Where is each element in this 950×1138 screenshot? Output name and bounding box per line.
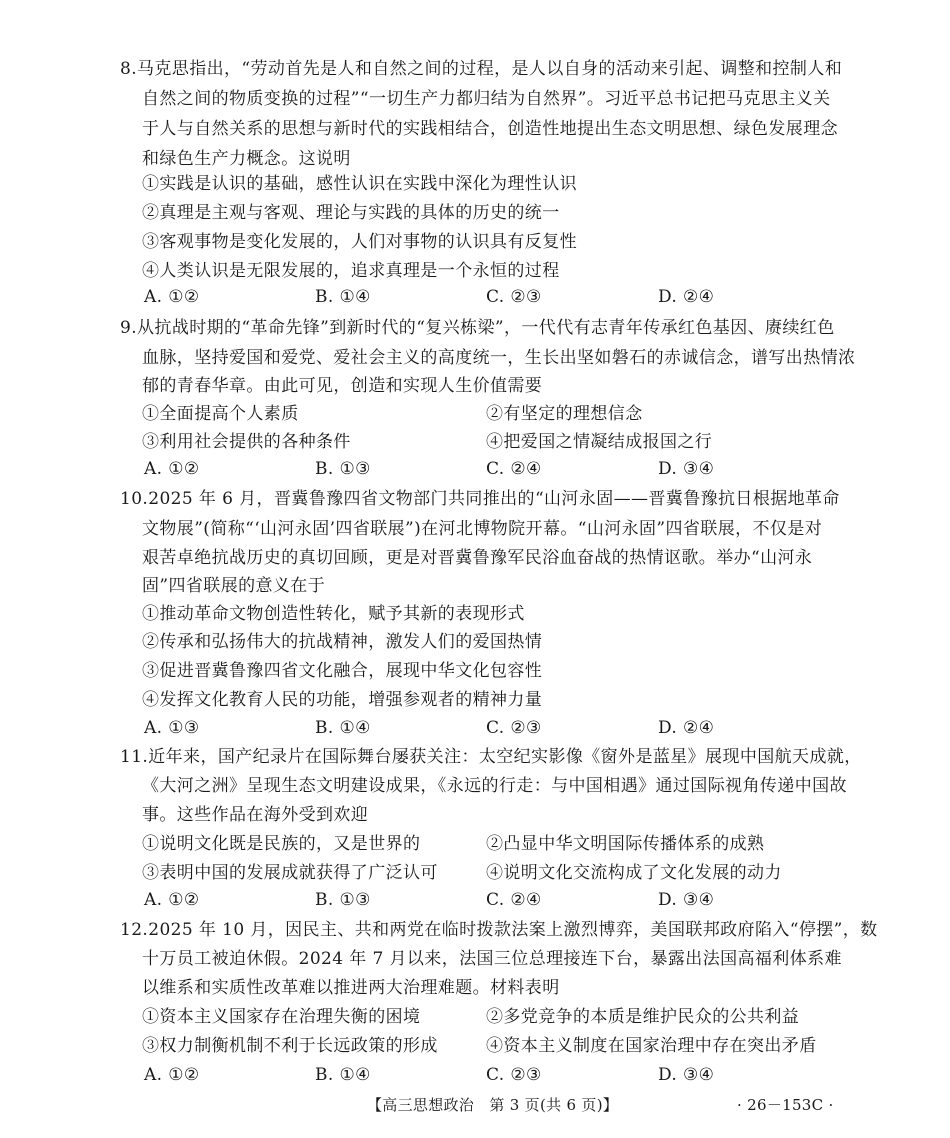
- question-number: 12.: [120, 920, 149, 940]
- question-11-item-2: ②凸显中华文明国际传播体系的成熟: [486, 834, 765, 854]
- question-8-item-2: ②真理是主观与客观、理论与实践的具体的历史的统一: [142, 203, 560, 223]
- question-10-stem-line-2: 文物展”(简称“‘山河永固’四省联展”)在河北博物院开幕。“山河永固”四省联展，不仅是对: [142, 519, 823, 539]
- question-8-stem-line-3: 于人与自然关系的思想与新时代的实践相结合，创造性地提出生态文明思想、绿色发展理念: [142, 119, 838, 139]
- question-12-choice-b[interactable]: B. ①④: [315, 1065, 371, 1085]
- question-10-stem-line-1: 10.2025 年 6 月，晋冀鲁豫四省文物部门共同推出的“山河永固——晋冀鲁豫抗日根据地革命: [120, 486, 840, 512]
- question-8-stem-line-1: 8.马克思指出，“劳动首先是人和自然之间的过程，是人以自身的活动来引起、调整和控制人和: [120, 56, 842, 82]
- question-8-item-3: ③客观事物是变化发展的，人们对事物的认识具有反复性: [142, 232, 577, 252]
- question-11-stem-line-1: 11.近年来，国产纪录片在国际舞台屡获关注：太空纪实影像《窗外是蓝星》展现中国航天成就，: [120, 744, 862, 770]
- question-12-item-2: ②多党竞争的本质是维护民众的公共利益: [486, 1007, 800, 1027]
- question-12-item-3: ③权力制衡机制不利于长远政策的形成: [142, 1036, 438, 1056]
- question-10-item-3: ③促进晋冀鲁豫四省文化融合，展现中华文化包容性: [142, 661, 543, 681]
- question-8-choice-b[interactable]: B. ①④: [315, 287, 371, 307]
- question-8-choice-c[interactable]: C. ②③: [486, 287, 542, 307]
- question-number: 11.: [120, 747, 149, 767]
- question-10-item-4: ④发挥文化教育人民的功能，增强参观者的精神力量: [142, 690, 543, 710]
- question-10-choice-a[interactable]: A. ①③: [144, 718, 200, 738]
- question-11-choice-b[interactable]: B. ①③: [315, 890, 371, 910]
- question-9-choice-b[interactable]: B. ①③: [315, 459, 371, 479]
- question-10-choice-b[interactable]: B. ①④: [315, 718, 371, 738]
- question-9-stem-line-1: 9.从抗战时期的“革命先锋”到新时代的“复兴栋梁”，一代代有志青年传承红色基因、赓续红色: [120, 315, 835, 341]
- question-12-stem-line-1: 12.2025 年 10 月，因民主、共和两党在临时拨款法案上激烈博弈，美国联邦政府陷入“停摆”，数: [120, 917, 878, 943]
- question-8-choice-d[interactable]: D. ②④: [658, 287, 715, 307]
- question-11-item-3: ③表明中国的发展成就获得了广泛认可: [142, 863, 438, 883]
- question-9-stem-line-3: 郁的青春华章。由此可见，创造和实现人生价值需要: [142, 376, 543, 396]
- page-info: 【高三思想政治 第 3 页(共 6 页)】: [367, 1096, 619, 1114]
- question-9-choice-a[interactable]: A. ①②: [144, 459, 200, 479]
- question-9-item-4: ④把爱国之情凝结成报国之行: [486, 432, 713, 452]
- question-10-stem-line-3: 艰苦卓绝抗战历史的真切回顾，更是对晋冀鲁豫军民浴血奋战的热情讴歌。举办“山河永: [142, 548, 813, 568]
- question-8-stem-line-2: 自然之间的物质变换的过程”“一切生产力都归结为自然界”。习近平总书记把马克思主义关: [142, 89, 831, 109]
- question-12-choice-d[interactable]: D. ③④: [658, 1065, 715, 1085]
- question-11-item-4: ④说明文化交流构成了文化发展的动力: [486, 863, 782, 883]
- question-12-item-1: ①资本主义国家存在治理失衡的困境: [142, 1007, 421, 1027]
- question-10-item-1: ①推动革命文物创造性转化，赋予其新的表现形式: [142, 604, 525, 624]
- page-footer: [0, 1092, 950, 1118]
- question-11-stem-line-3: 事。这些作品在海外受到欢迎: [142, 805, 369, 825]
- question-12-choice-c[interactable]: C. ②③: [486, 1065, 542, 1085]
- question-9-choice-c[interactable]: C. ②④: [486, 459, 542, 479]
- question-8-choice-a[interactable]: A. ①②: [144, 287, 200, 307]
- question-12-stem-line-3: 以维系和实质性改革难以推进两大治理难题。材料表明: [142, 978, 560, 998]
- question-9-stem-line-2: 血脉，坚持爱国和爱党、爱社会主义的高度统一，生长出坚如磐石的赤诚信念，谱写出热情浓: [142, 348, 856, 368]
- question-9-item-1: ①全面提高个人素质: [142, 404, 299, 424]
- exam-code: · 26－153C ·: [737, 1096, 834, 1114]
- question-9-choice-d[interactable]: D. ③④: [658, 459, 715, 479]
- question-8-item-1: ①实践是认识的基础，感性认识在实践中深化为理性认识: [142, 174, 577, 194]
- question-11-choice-a[interactable]: A. ①②: [144, 890, 200, 910]
- question-8-item-4: ④人类认识是无限发展的，追求真理是一个永恒的过程: [142, 261, 560, 281]
- question-9-item-2: ②有坚定的理想信念: [486, 404, 643, 424]
- question-12-item-4: ④资本主义制度在国家治理中存在突出矛盾: [486, 1036, 817, 1056]
- question-11-choice-d[interactable]: D. ③④: [658, 890, 715, 910]
- question-number: 8.: [120, 59, 138, 79]
- question-11-stem-line-2: 《大河之洲》呈现生态文明建设成果，《永远的行走：与中国相遇》通过国际视角传递中国故: [142, 776, 847, 796]
- question-11-item-1: ①说明文化既是民族的，又是世界的: [142, 834, 421, 854]
- question-12-choice-a[interactable]: A. ①②: [144, 1065, 200, 1085]
- question-number: 10.: [120, 489, 149, 509]
- question-12-stem-line-2: 十万员工被迫休假。2024 年 7 月以来，法国三位总理接连下台，暴露出法国高福利体系难: [142, 949, 842, 969]
- question-11-choice-c[interactable]: C. ②④: [486, 890, 542, 910]
- question-10-item-2: ②传承和弘扬伟大的抗战精神，激发人们的爱国热情: [142, 632, 543, 652]
- question-9-item-3: ③利用社会提供的各种条件: [142, 432, 351, 452]
- question-number: 9.: [120, 318, 138, 338]
- question-10-choice-d[interactable]: D. ②④: [658, 718, 715, 738]
- question-10-choice-c[interactable]: C. ②③: [486, 718, 542, 738]
- question-8-stem-line-4: 和绿色生产力概念。这说明: [142, 149, 351, 169]
- question-10-stem-line-4: 固”四省联展的意义在于: [142, 576, 326, 596]
